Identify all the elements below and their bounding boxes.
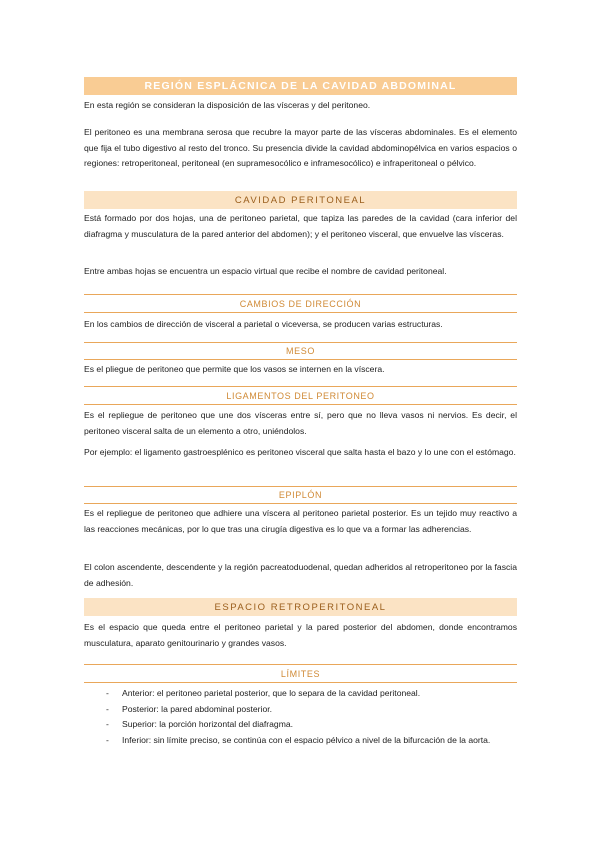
meso-paragraph: Es el pliegue de peritoneo que permite que los vasos se internen en la víscera.	[84, 364, 385, 374]
ligaments-section-2	[84, 445, 517, 461]
divider	[84, 359, 517, 360]
section-heading: CAMBIOS DE DIRECCIÓN	[239, 299, 362, 309]
ligaments-section	[84, 408, 517, 439]
meso-section	[84, 362, 517, 378]
divider	[84, 312, 517, 313]
list-item-text: Posterior: la pared abdominal posterior.	[122, 703, 272, 714]
section-heading: ESPACIO RETROPERITONEAL	[214, 601, 387, 613]
limits-list	[84, 686, 517, 748]
intro-paragraph: El peritoneo es una membrana serosa que recubre la mayor parte de las vísceras abdominales. Es el elemento que fija el tubo digestivo al resto del tronco. Su presencia divide la cavidad abdominopélvica en varios espacios o regiones: retroperitoneal, peritoneal (en supramesocólico e inframesocólico) e infraperitoneal o pélvico.	[84, 127, 517, 168]
ligaments-paragraph: Por ejemplo: el ligamento gastroesplénico es peritoneo visceral que salta hasta el bazo y lo une con el estómago.	[84, 447, 516, 457]
cavity-section-2	[84, 264, 517, 280]
list-item-text: Superior: la porción horizontal del diafragma.	[122, 719, 294, 729]
cavity-paragraph: Está formado por dos hojas, una de peritoneo parietal, que tapiza las paredes de la cavidad (cara inferior del diafragma y musculatura de la pared anterior del abdomen); y el peritoneo visceral, que envuelve las vísceras.	[84, 213, 517, 239]
section-heading: MESO	[286, 346, 315, 356]
title-banner	[84, 77, 517, 95]
ligaments-paragraph: Es el repliegue de peritoneo que une dos vísceras entre sí, pero que no lleva vasos ni nervios. Es decir, el peritoneo visceral salta de un elemento a otro, uniéndolos.	[84, 410, 517, 436]
list-item-text: Anterior: el peritoneo parietal posterior, que lo separa de la cavidad peritoneal.	[122, 688, 421, 698]
section-heading: CAVIDAD PERITONEAL	[234, 194, 367, 206]
list-item-text: Inferior: sin límite preciso, se continúa con el espacio pélvico a nivel de la bifurcación de la aorta.	[122, 734, 491, 745]
divider	[84, 682, 517, 683]
cavity-paragraph: Entre ambas hojas se encuentra un espacio virtual que recibe el nombre de cavidad peritoneal.	[84, 266, 447, 276]
cavity-banner	[84, 191, 517, 209]
changes-section	[84, 317, 517, 333]
changes-paragraph: En los cambios de dirección de visceral a parietal o viceversa, se producen varias estructuras.	[84, 319, 443, 329]
section-heading: EPIPLÓN	[278, 490, 323, 500]
intro-section	[84, 98, 517, 114]
intro-section-2	[84, 125, 517, 172]
section-heading: LIGAMENTOS DEL PERITONEO	[226, 391, 375, 401]
divider	[84, 503, 517, 504]
epiplon-paragraph: Es el repliegue de peritoneo que adhiere una víscera al peritoneo parietal posterior. Es un tejido muy reactivo a las reacciones mecánicas, por lo que tras una cirugía digestiva es lo que va a formar las adherencias.	[84, 508, 517, 534]
epiplon-section	[84, 506, 517, 537]
section-heading: LÍMITES	[280, 669, 321, 679]
list-item: - Superior: la porción horizontal del diafragma.	[106, 719, 294, 729]
retro-banner	[84, 598, 517, 616]
retro-paragraph: Es el espacio que queda entre el peritoneo parietal y la pared posterior del abdomen, donde encontramos musculatura, aparato genitourinario y grandes vasos.	[84, 622, 517, 648]
list-item: - Anterior: el peritoneo parietal posterior, que lo separa de la cavidad peritoneal.	[106, 688, 421, 698]
retro-section	[84, 620, 517, 651]
list-item: - Inferior: sin límite preciso, se continúa con el espacio pélvico a nivel de la bifurcación de la aorta.	[106, 734, 491, 745]
divider	[84, 404, 517, 405]
limits-section	[84, 686, 517, 748]
page-title: REGIÓN ESPLÁCNICA DE LA CAVIDAD ABDOMINAL	[144, 80, 457, 92]
divider	[84, 294, 517, 295]
epiplon-section-2	[84, 560, 517, 591]
cavity-section	[84, 211, 517, 242]
intro-paragraph: En esta región se consideran la disposición de las vísceras y del peritoneo.	[84, 100, 371, 110]
divider	[84, 664, 517, 665]
list-item: - Posterior: la pared abdominal posterior.	[106, 703, 272, 714]
divider	[84, 386, 517, 387]
epiplon-paragraph: El colon ascendente, descendente y la región pacreatoduodenal, quedan adheridos al retroperitoneo por la fascia de adhesión.	[84, 562, 517, 588]
